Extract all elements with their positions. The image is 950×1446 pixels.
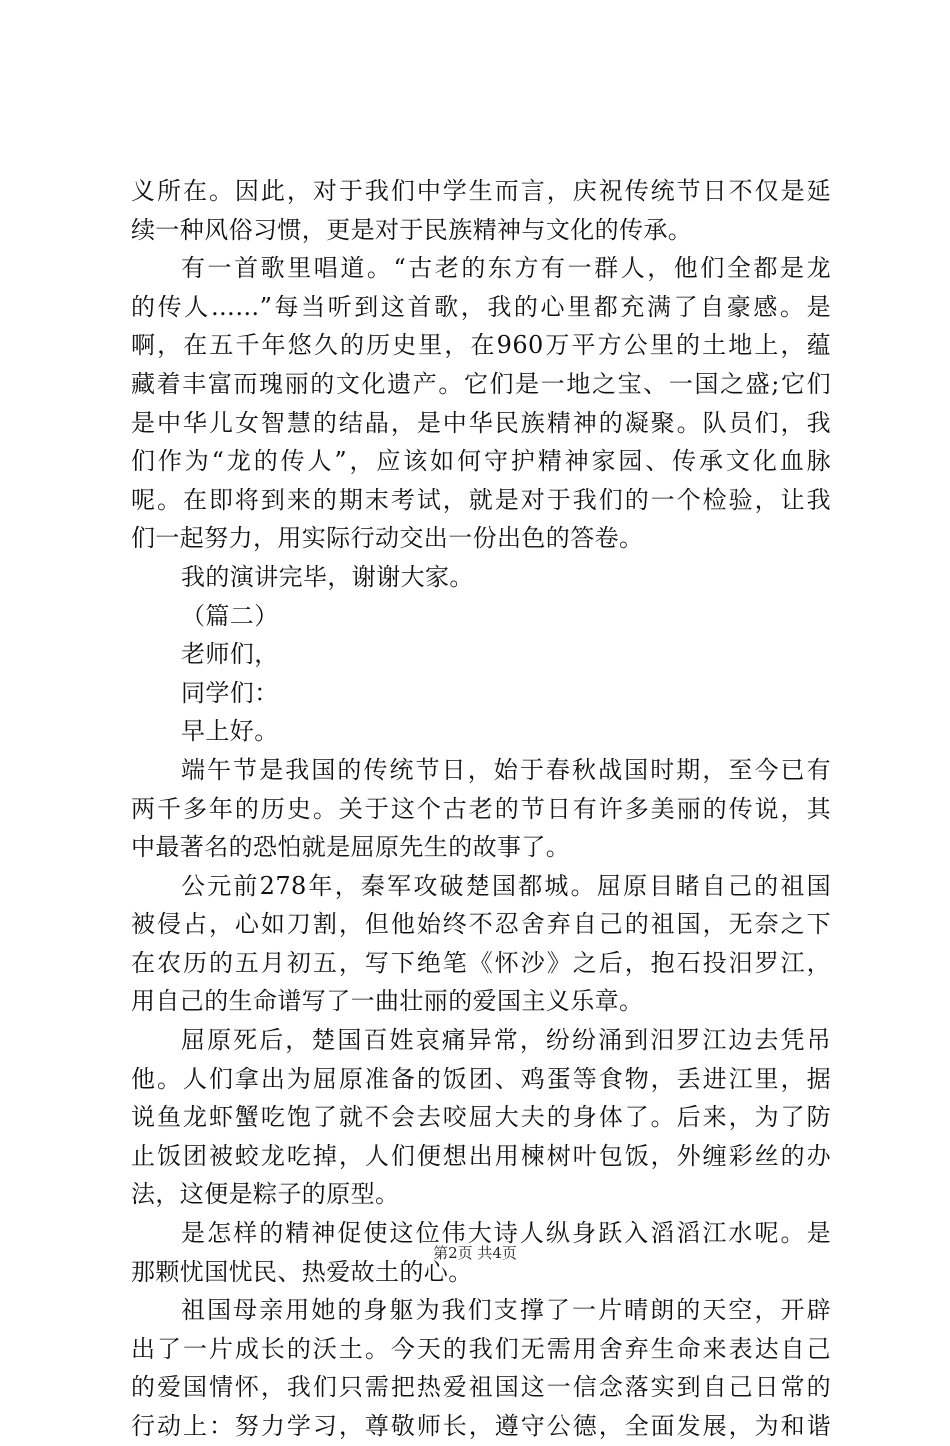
text-line: 祖国母亲用她的身躯为我们支撑了一片晴朗的天空，开辟 xyxy=(181,1296,831,1325)
text-line: 老师们， xyxy=(181,640,279,669)
text-line: （篇二） xyxy=(181,601,279,630)
text-line: 端午节是我国的传统节日，始于春秋战国时期，至今已有 xyxy=(181,755,831,784)
text-line: 啊，在五千年悠久的历史里，在960万平方公里的土地上，蕴 xyxy=(131,331,831,360)
text-line: 法，这便是粽子的原型。 xyxy=(131,1180,400,1209)
text-line: 有一首歌里唱道。“古老的东方有一群人，他们全都是龙 xyxy=(181,254,831,283)
text-line: 们作为“龙的传人”，应该如何守护精神家园、传承文化血脉 xyxy=(131,447,831,476)
text-line: 用自己的生命谱写了一曲壮丽的爱国主义乐章。 xyxy=(131,987,644,1016)
text-line: 藏着丰富而瑰丽的文化遗产。它们是一地之宝、一国之盛;它们 xyxy=(131,369,831,398)
text-line: 早上好。 xyxy=(181,717,279,746)
text-line: 那颗忧国忧民、热爱故土的心。 xyxy=(131,1257,473,1286)
text-line: 义所在。因此，对于我们中学生而言，庆祝传统节日不仅是延 xyxy=(131,177,831,205)
text-line: 行动上：努力学习，尊敬师长，遵守公德，全面发展，为和谐 xyxy=(131,1412,831,1440)
text-line: 被侵占，心如刀割，但他始终不忍舍弃自己的祖国，无奈之下 xyxy=(131,910,831,939)
page-footer: 第2页 共4页 xyxy=(433,1244,517,1262)
text-line: 出了一片成长的沃土。今天的我们无需用舍弃生命来表达自己 xyxy=(131,1334,831,1363)
text-line: 中最著名的恐怕就是屈原先生的故事了。 xyxy=(131,833,571,862)
text-line: 说鱼龙虾蟹吃饱了就不会去咬屈大夫的身体了。后来，为了防 xyxy=(131,1103,831,1132)
text-line: 屈原死后，楚国百姓哀痛异常，纷纷涌到汨罗江边去凭吊 xyxy=(181,1026,831,1055)
text-line: 他。人们拿出为屈原准备的饭团、鸡蛋等食物，丢进江里，据 xyxy=(131,1064,831,1093)
text-line: 我的演讲完毕，谢谢大家。 xyxy=(181,562,474,591)
text-line: 同学们： xyxy=(181,678,279,707)
text-line: 公元前278年，秦军攻破楚国都城。屈原目睹自己的祖国 xyxy=(181,871,831,900)
text-line: 续一种风俗习惯，更是对于民族精神与文化的传承。 xyxy=(131,215,693,244)
text-line: 呢。在即将到来的期末考试，就是对于我们的一个检验，让我 xyxy=(131,485,831,514)
text-line: 们一起努力，用实际行动交出一份出色的答卷。 xyxy=(131,524,644,553)
text-line: 在农历的五月初五，写下绝笔《怀沙》之后，抱石投汨罗江， xyxy=(131,948,831,977)
text-line: 是中华儿女智慧的结晶，是中华民族精神的凝聚。队员们，我 xyxy=(131,408,831,437)
text-line: 两千多年的历史。关于这个古老的节日有许多美丽的传说，其 xyxy=(131,794,831,823)
text-line: 止饭团被蛟龙吃掉，人们便想出用楝树叶包饭，外缠彩丝的办 xyxy=(131,1141,831,1170)
text-line: 的爱国情怀，我们只需把热爱祖国这一信念落实到自己日常的 xyxy=(131,1373,831,1402)
text-line: 是怎样的精神促使这位伟大诗人纵身跃入滔滔江水呢。是 xyxy=(181,1219,831,1248)
text-line: 的传人……”每当听到这首歌，我的心里都充满了自豪感。是 xyxy=(131,292,831,321)
